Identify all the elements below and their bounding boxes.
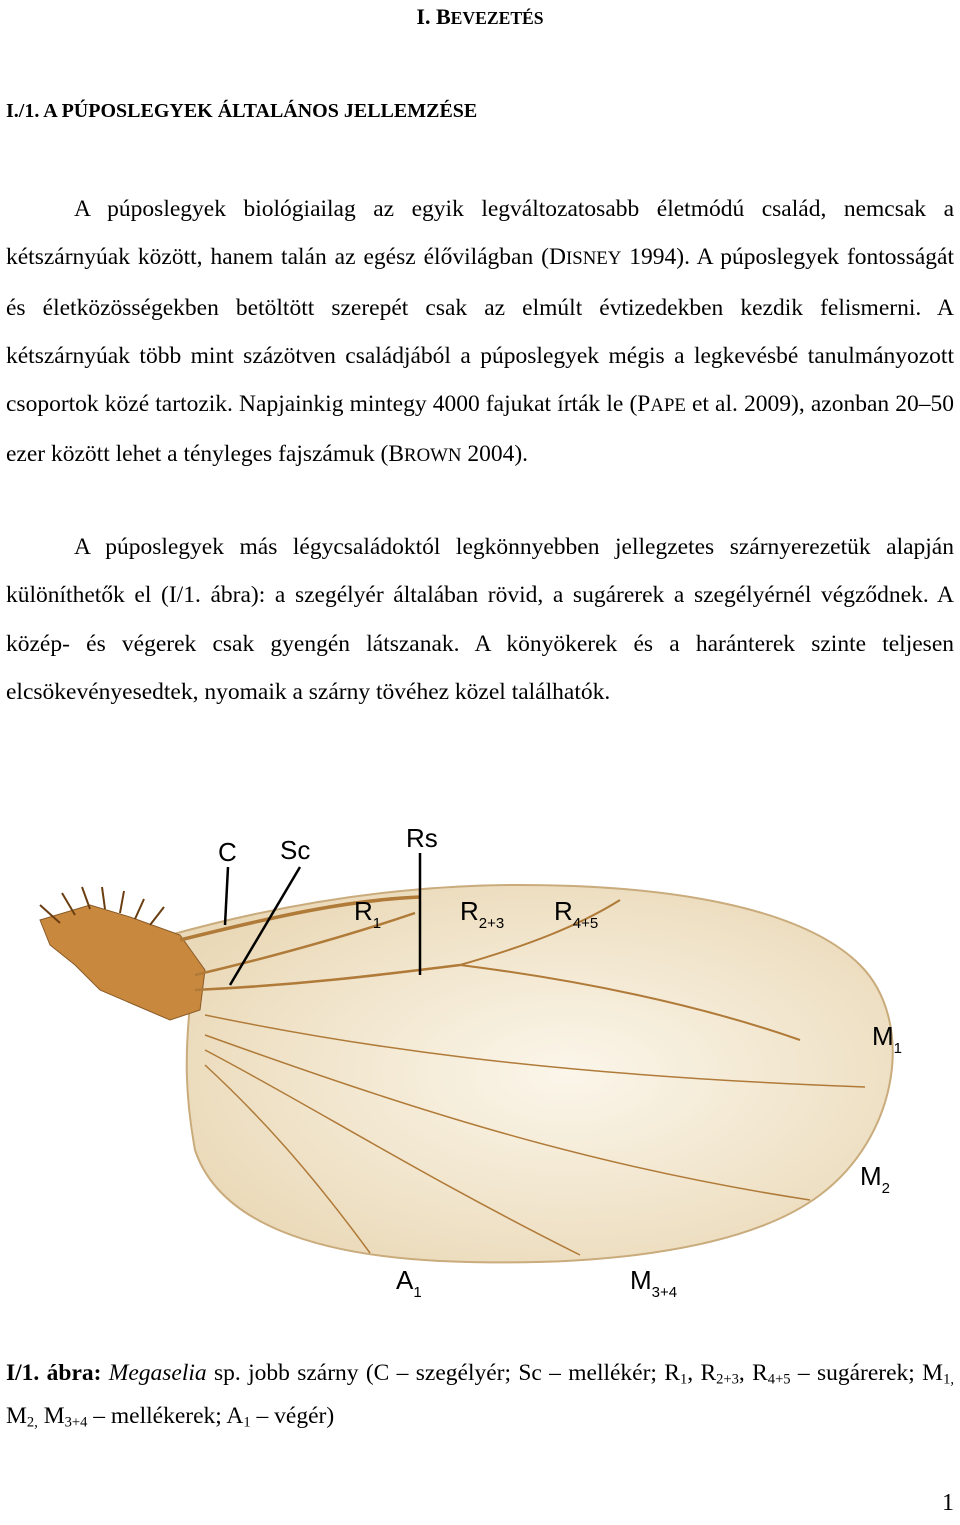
- label-sc: Sc: [280, 835, 311, 865]
- wing-base: [40, 905, 205, 1020]
- label-m2: M2: [860, 1161, 891, 1197]
- label-r45: R4+5: [554, 896, 599, 932]
- label-a1: A1: [396, 1265, 422, 1301]
- figure-caption: I/1. ábra: Megaselia sp. jobb szárny (C – szegélyér; Sc – mellékér; $R_1$, $R_{2+3}$, $R_{4+5}$ – sugárerek; $M_{1,}$ $M_{2,}$ $M_{3+4}$ – mellékerek; $A_1$ – végér): [6, 1360, 954, 1431]
- wing-illustration: [20, 805, 940, 1325]
- chapter-title: I. BEVEZETÉS: [416, 4, 544, 29]
- wing-figure: [20, 805, 940, 1325]
- page-number: 1: [942, 1490, 954, 1516]
- label-m34: M3+4: [630, 1265, 678, 1301]
- label-rs: Rs: [406, 823, 438, 853]
- paragraph-intro: A púposlegyek biológiailag az egyik legváltozatosabb életmódú család, nemcsak a kétszárnyúak között, hanem talán az egész élővilágban (DISNEY 1994). A púposlegyek fontosságát és életközösségekben betöltött szerepét csak az elmúlt évtizedekben kezdik felismerni. A kétszárnyúak több mint százötven családjából a púposlegyek mégis a legkevésbé tanulmányozott csoportok közé tartozik. Napjainkig mintegy 4000 fajukat írták le (PAPE et al. 2009), azonban 20–50 ezer között lehet a tényleges fajszámuk (BROWN 2004).: [6, 196, 954, 468]
- label-m1: M1: [872, 1021, 903, 1057]
- pointer-c: [225, 867, 228, 925]
- label-r23: R2+3: [460, 896, 505, 932]
- label-c: C: [218, 837, 237, 867]
- section-title: I./1. A PÚPOSLEGYEK ÁLTALÁNOS JELLEMZÉSE: [6, 100, 478, 122]
- paragraph-wing-venation: A púposlegyek más légycsaládoktól legkönnyebben jellegzetes szárnyerezetük alapján különíthetők el (I/1. ábra): a szegélyér általában rövid, a sugárerek a szegélyérnél végződnek. A közép- és végerek csak gyengén látszanak. A könyökerek és a haránterek szinte teljesen elcsökevényesedtek, nyomaik a szárny tövéhez közel találhatók.: [6, 534, 954, 705]
- label-r1: R1: [354, 896, 382, 932]
